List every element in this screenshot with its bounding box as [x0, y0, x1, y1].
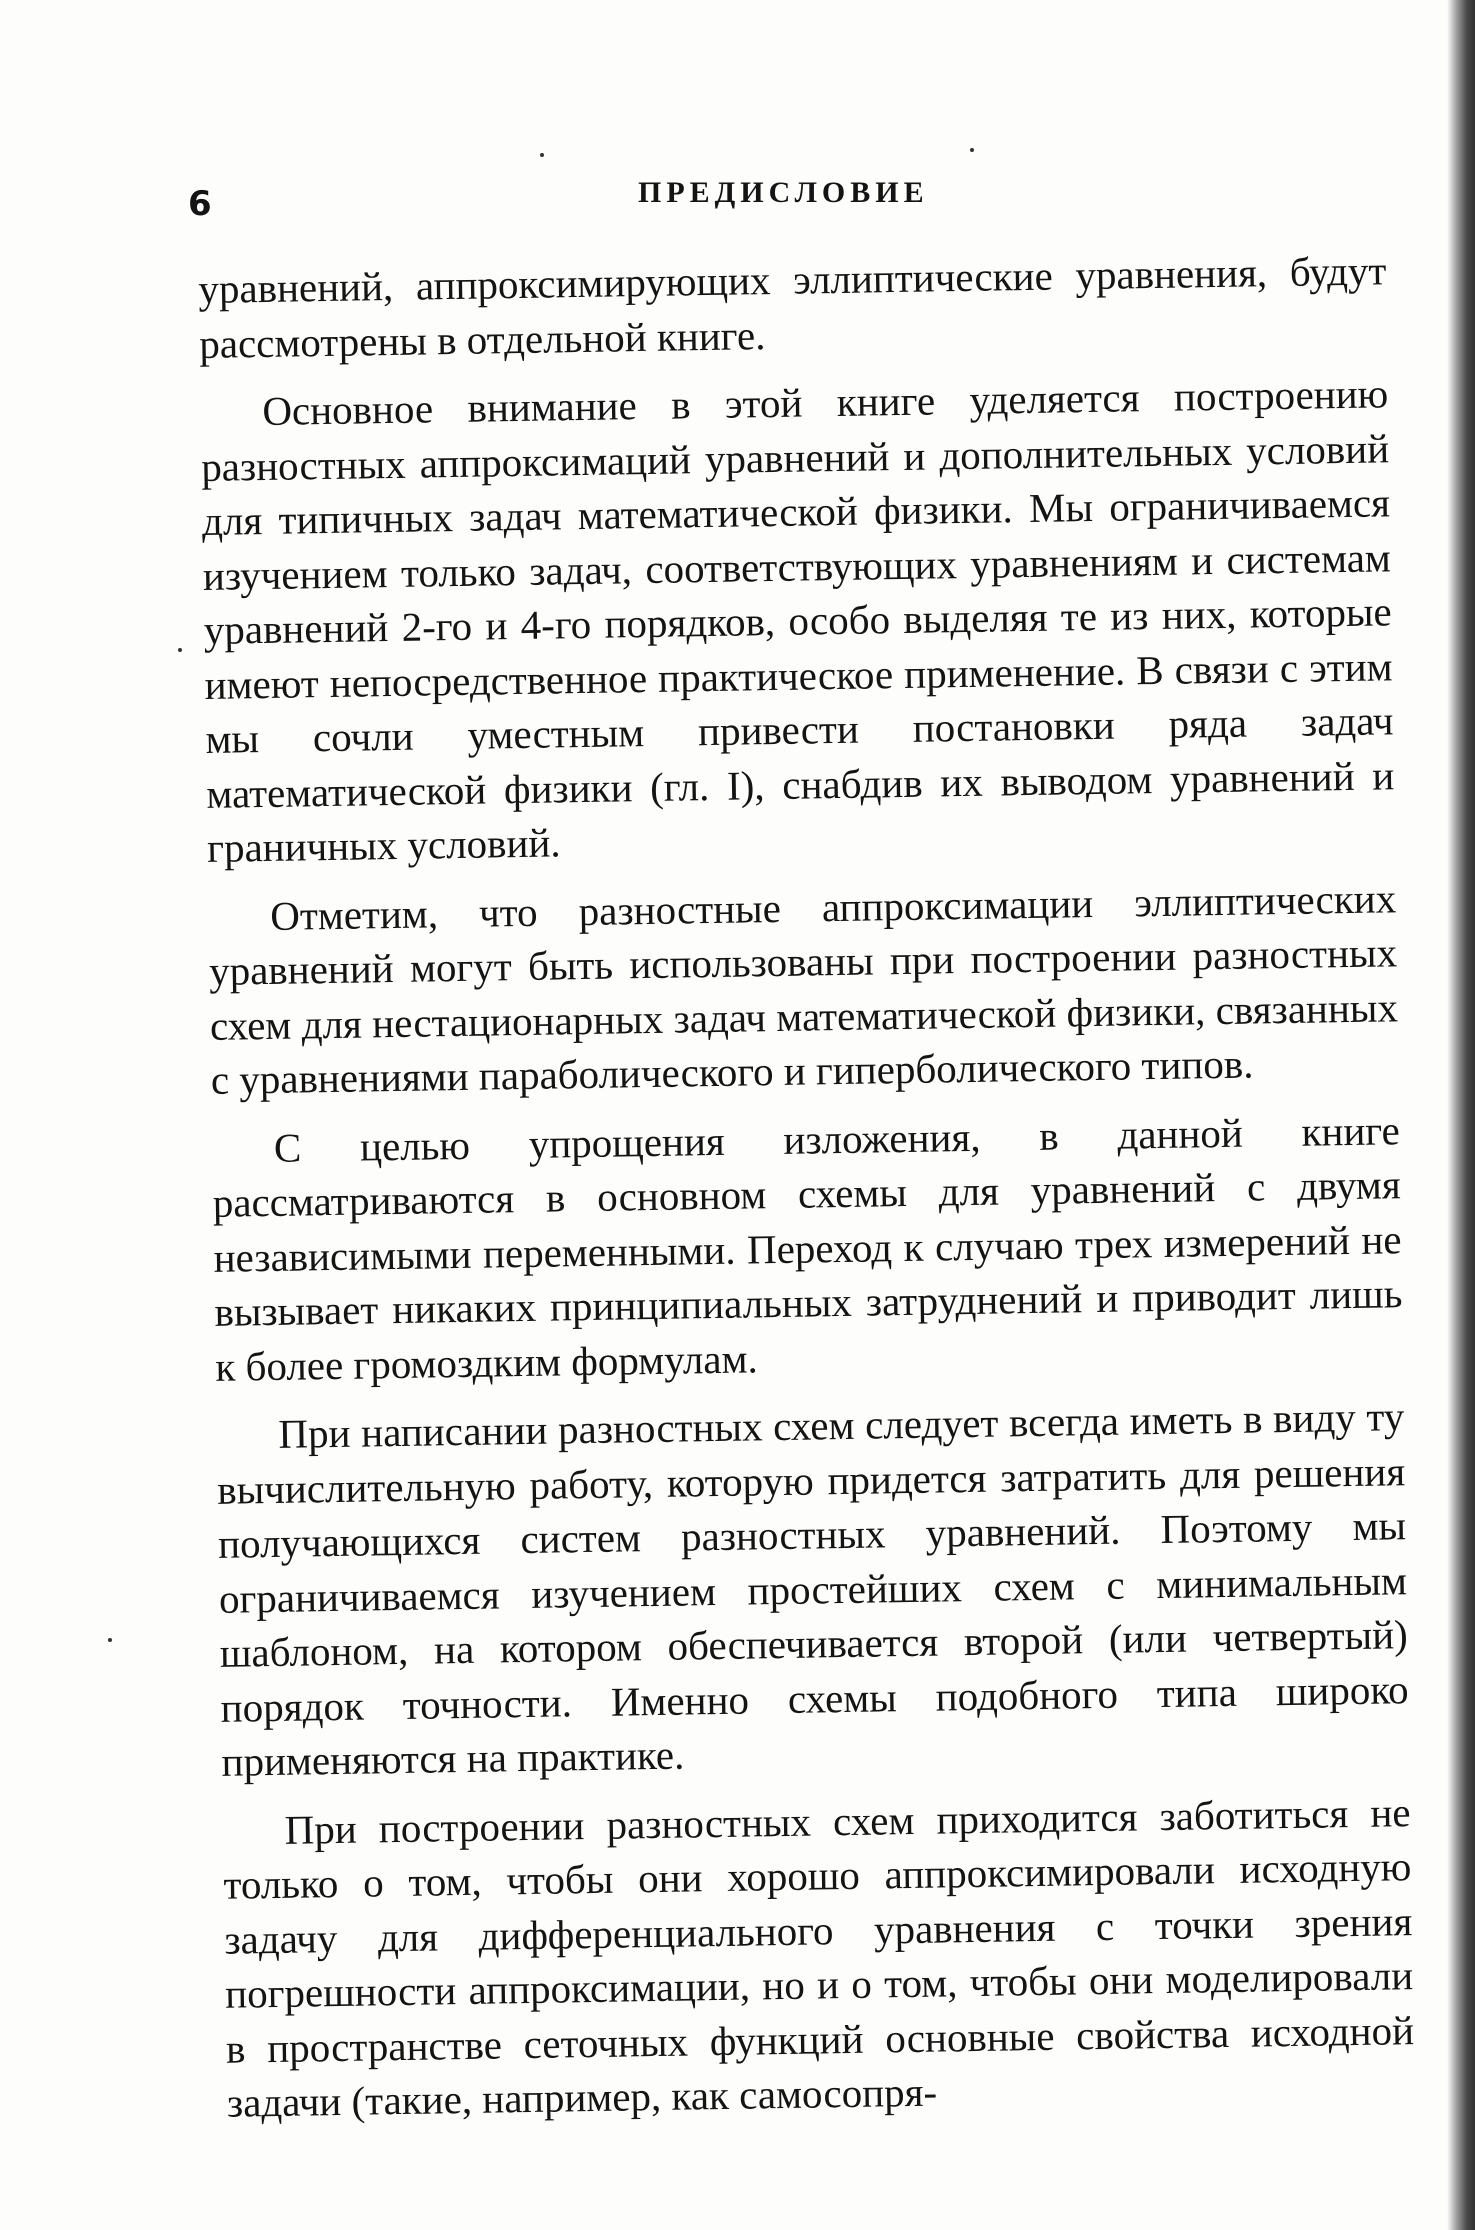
scan-speck	[178, 648, 182, 652]
scan-speck	[970, 148, 974, 152]
running-title: ПРЕДИСЛОВИЕ	[638, 176, 929, 209]
page-header	[188, 170, 1378, 230]
paragraph-3: Отметим, что разностные аппроксимации эллиптических уравнений могут быть использованы при построении разностных схем для нестационарных задач математической физики, связанных с уравнениями параболического и гиперболического типов.	[208, 874, 1399, 1103]
book-binding-edge	[1447, 0, 1475, 2230]
paragraph-5: При написании разностных схем следует всегда иметь в виду ту вычислительную работу, которую придется затратить для решения получающихся систем разностных уравнений. Поэтому мы ограничиваемся изучением простейших схем с минимальным шаблоном, на котором обеспечивается второй (или четвертый) порядок точности. Именно схемы подобного типа широко применяются на практике.	[216, 1393, 1409, 1785]
paragraph-1: уравнений, аппроксимирующих эллиптические уравнения, будут рассмотрены в отдельной книге.	[198, 247, 1387, 367]
paragraph-4: С целью упрощения изложения, в данной книге рассматриваются в основном схемы для уравнений с двумя независимыми переменными. Переход к случаю трех измерений не вызывает никаких принципиальных затруднений и приводит лишь к более громоздким формулам.	[212, 1106, 1403, 1390]
scan-speck	[540, 153, 544, 157]
paragraph-2: Основное внимание в этой книге уделяется построению разностных аппроксимаций уравнений и дополнительных условий для типичных задач математической физики. Мы ограничиваемся изучением только задач, соответствующих уравнениям и системам уравнений 2-го и 4-го порядков, особо выделяя те из них, которые имеют непосредственное практическое применение. В связи с этим мы сочли уместным привести постановки ряда задач математической физики (гл. I), снабдив их выводом уравнений и граничных условий.	[200, 370, 1395, 871]
body-text	[198, 243, 1415, 2144]
scan-speck	[108, 1638, 112, 1642]
paragraph-6: При построении разностных схем приходится заботиться не только о том, чтобы они хорошо аппроксимировали исходную задачу для дифференциального уравнения с точки зрения погрешности аппроксимации, но и о том, чтобы они моделировали в пространстве сеточных функций основные свойства исходной задачи (такие, например, как самосопря-	[223, 1788, 1415, 2126]
page-number: 6	[188, 184, 212, 224]
